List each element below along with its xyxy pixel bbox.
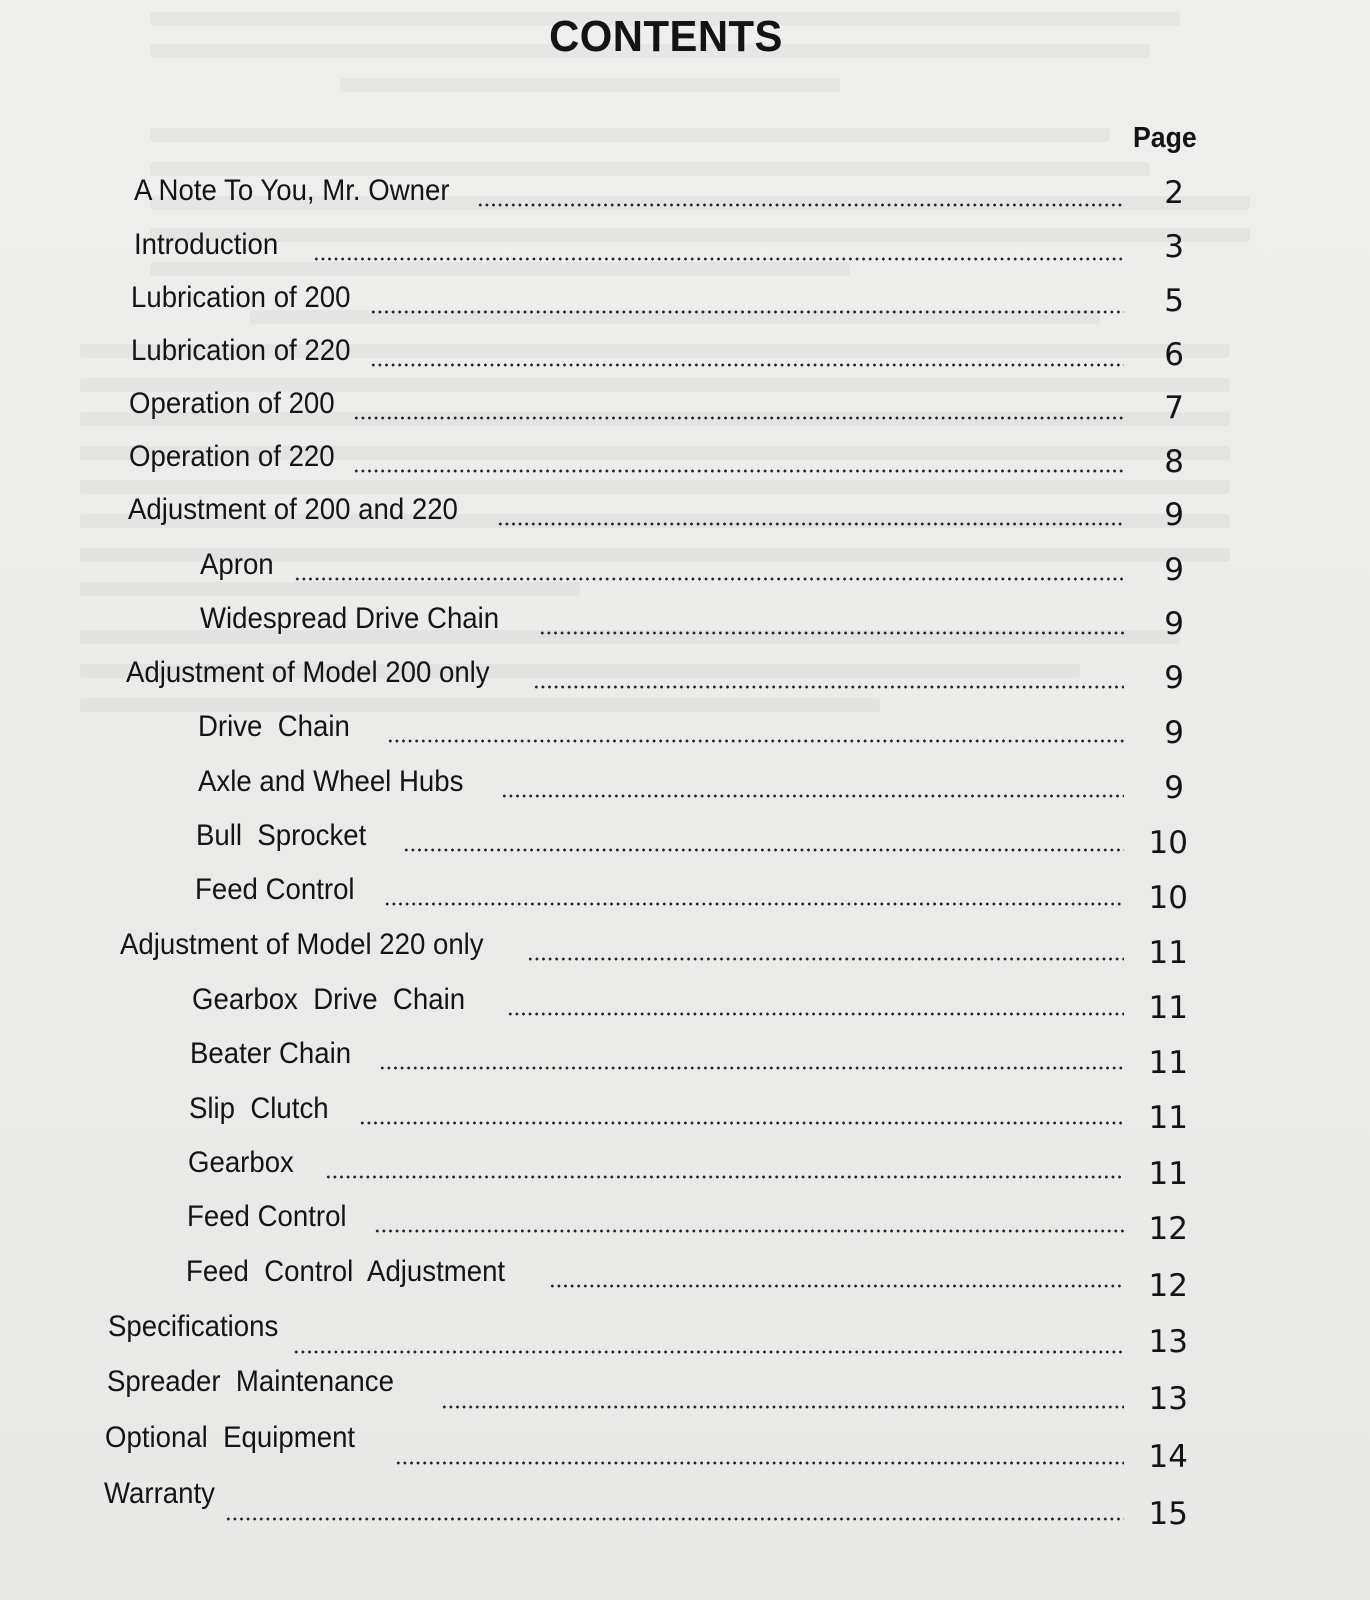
toc-entry[interactable] xyxy=(128,491,1124,531)
toc-entry-label: Bull Sprocket xyxy=(196,819,367,852)
dot-leader xyxy=(370,363,1124,367)
toc-entry-page: 13 xyxy=(1148,1324,1188,1360)
dot-leader xyxy=(384,902,1124,906)
toc-entry-label: Specifications xyxy=(108,1310,279,1343)
toc-entry-page: 2 xyxy=(1164,175,1184,211)
dot-leader xyxy=(374,1229,1124,1233)
toc-entry-label: Lubrication of 220 xyxy=(131,334,351,367)
toc-entry-label: Slip Clutch xyxy=(189,1092,329,1125)
toc-entry-page: 15 xyxy=(1148,1496,1188,1532)
toc-entry[interactable] xyxy=(126,654,1124,694)
dot-leader xyxy=(549,1284,1124,1288)
toc-entry-page: 9 xyxy=(1164,552,1184,588)
toc-entry-page: 12 xyxy=(1148,1268,1188,1304)
toc-entry-page: 11 xyxy=(1148,990,1188,1026)
dot-leader xyxy=(379,1066,1124,1070)
toc-entry-page: 7 xyxy=(1164,390,1184,426)
dot-leader xyxy=(441,1405,1124,1409)
dot-leader xyxy=(527,957,1124,961)
toc-entry[interactable] xyxy=(195,871,1124,911)
toc-entry-label: Gearbox xyxy=(188,1146,294,1179)
toc-entry-page: 6 xyxy=(1164,337,1184,373)
toc-entry-page: 12 xyxy=(1148,1211,1188,1247)
toc-entry-label: Widespread Drive Chain xyxy=(200,602,500,635)
dot-leader xyxy=(353,416,1125,420)
toc-entry-page: 11 xyxy=(1148,1100,1188,1136)
toc-entry-label: Adjustment of 200 and 220 xyxy=(128,493,458,526)
toc-entry-page: 14 xyxy=(1148,1439,1188,1475)
toc-entry[interactable] xyxy=(108,1308,1124,1348)
dot-leader xyxy=(497,522,1124,526)
toc-entry[interactable] xyxy=(129,438,1124,478)
toc-entry[interactable] xyxy=(120,926,1124,966)
toc-entry-label: Introduction xyxy=(134,228,279,261)
dot-leader xyxy=(325,1175,1124,1179)
dot-leader xyxy=(294,577,1124,581)
dot-leader xyxy=(533,685,1124,689)
toc-entry-label: Operation of 220 xyxy=(129,440,335,473)
toc-entry[interactable] xyxy=(200,546,1124,586)
toc-entry[interactable] xyxy=(186,1253,1124,1293)
toc-entry[interactable] xyxy=(131,279,1124,319)
toc-entry-label: A Note To You, Mr. Owner xyxy=(134,174,450,207)
toc-entry-label: Beater Chain xyxy=(190,1037,352,1070)
toc-entry-page: 8 xyxy=(1164,444,1184,480)
dot-leader xyxy=(403,848,1124,852)
toc-entry[interactable] xyxy=(189,1090,1124,1130)
toc-entry-label: Axle and Wheel Hubs xyxy=(198,765,464,798)
toc-entry-label: Warranty xyxy=(104,1477,215,1510)
toc-entry-label: Apron xyxy=(200,548,274,581)
toc-entry-page: 11 xyxy=(1148,935,1188,971)
dot-leader xyxy=(359,1121,1124,1125)
toc-entry-label: Feed Control xyxy=(187,1200,347,1233)
toc-entry-page: 9 xyxy=(1164,715,1184,751)
toc-entry-label: Adjustment of Model 200 only xyxy=(126,656,490,689)
toc-entry-label: Operation of 200 xyxy=(129,387,335,420)
toc-entry-label: Adjustment of Model 220 only xyxy=(120,928,484,961)
toc-entry-page: 9 xyxy=(1164,770,1184,806)
contents-title: CONTENTS xyxy=(549,12,783,61)
toc-entry[interactable] xyxy=(134,226,1124,266)
toc-entry[interactable] xyxy=(200,600,1124,640)
toc-entry-page: 11 xyxy=(1148,1045,1188,1081)
toc-entry[interactable] xyxy=(134,172,1124,212)
toc-entry[interactable] xyxy=(104,1475,1124,1515)
toc-entry-page: 10 xyxy=(1148,880,1188,916)
dot-leader xyxy=(477,203,1124,207)
dot-leader xyxy=(387,739,1124,743)
dot-leader xyxy=(370,310,1124,314)
dot-leader xyxy=(353,469,1125,473)
toc-entry[interactable] xyxy=(188,1144,1124,1184)
dot-leader xyxy=(395,1461,1124,1465)
toc-entry-label: Lubrication of 200 xyxy=(131,281,351,314)
dot-leader xyxy=(501,794,1125,798)
toc-entry-label: Feed Control Adjustment xyxy=(186,1255,506,1288)
toc-entry[interactable] xyxy=(192,981,1124,1021)
toc-entry-page: 3 xyxy=(1164,229,1184,265)
toc-entry[interactable] xyxy=(129,385,1124,425)
toc-entry-page: 10 xyxy=(1148,825,1188,861)
toc-entry[interactable] xyxy=(198,763,1124,803)
dot-leader xyxy=(507,1012,1124,1016)
dot-leader xyxy=(313,257,1124,261)
page-column-header: Page xyxy=(1133,122,1197,154)
toc-entry-page: 13 xyxy=(1148,1381,1188,1417)
toc-entry-label: Optional Equipment xyxy=(105,1421,356,1454)
toc-entry-label: Feed Control xyxy=(195,873,355,906)
toc-entry-label: Gearbox Drive Chain xyxy=(192,983,466,1016)
toc-entry[interactable] xyxy=(198,708,1124,748)
toc-entry-page: 9 xyxy=(1164,497,1184,533)
dot-leader xyxy=(293,1350,1124,1354)
toc-entry[interactable] xyxy=(105,1419,1124,1459)
toc-entry-label: Spreader Maintenance xyxy=(107,1365,394,1398)
toc-entry-label: Drive Chain xyxy=(198,710,350,743)
toc-entry[interactable] xyxy=(196,817,1124,857)
toc-entry-page: 9 xyxy=(1164,660,1184,696)
dot-leader xyxy=(539,631,1124,635)
toc-entry-page: 9 xyxy=(1164,606,1184,642)
toc-entry[interactable] xyxy=(190,1035,1124,1075)
toc-entry-page: 11 xyxy=(1148,1156,1188,1192)
dot-leader xyxy=(225,1517,1124,1521)
toc-entry[interactable] xyxy=(131,332,1124,372)
toc-entry[interactable] xyxy=(187,1198,1124,1238)
toc-entry-page: 5 xyxy=(1164,283,1184,319)
toc-entry[interactable] xyxy=(107,1363,1124,1403)
